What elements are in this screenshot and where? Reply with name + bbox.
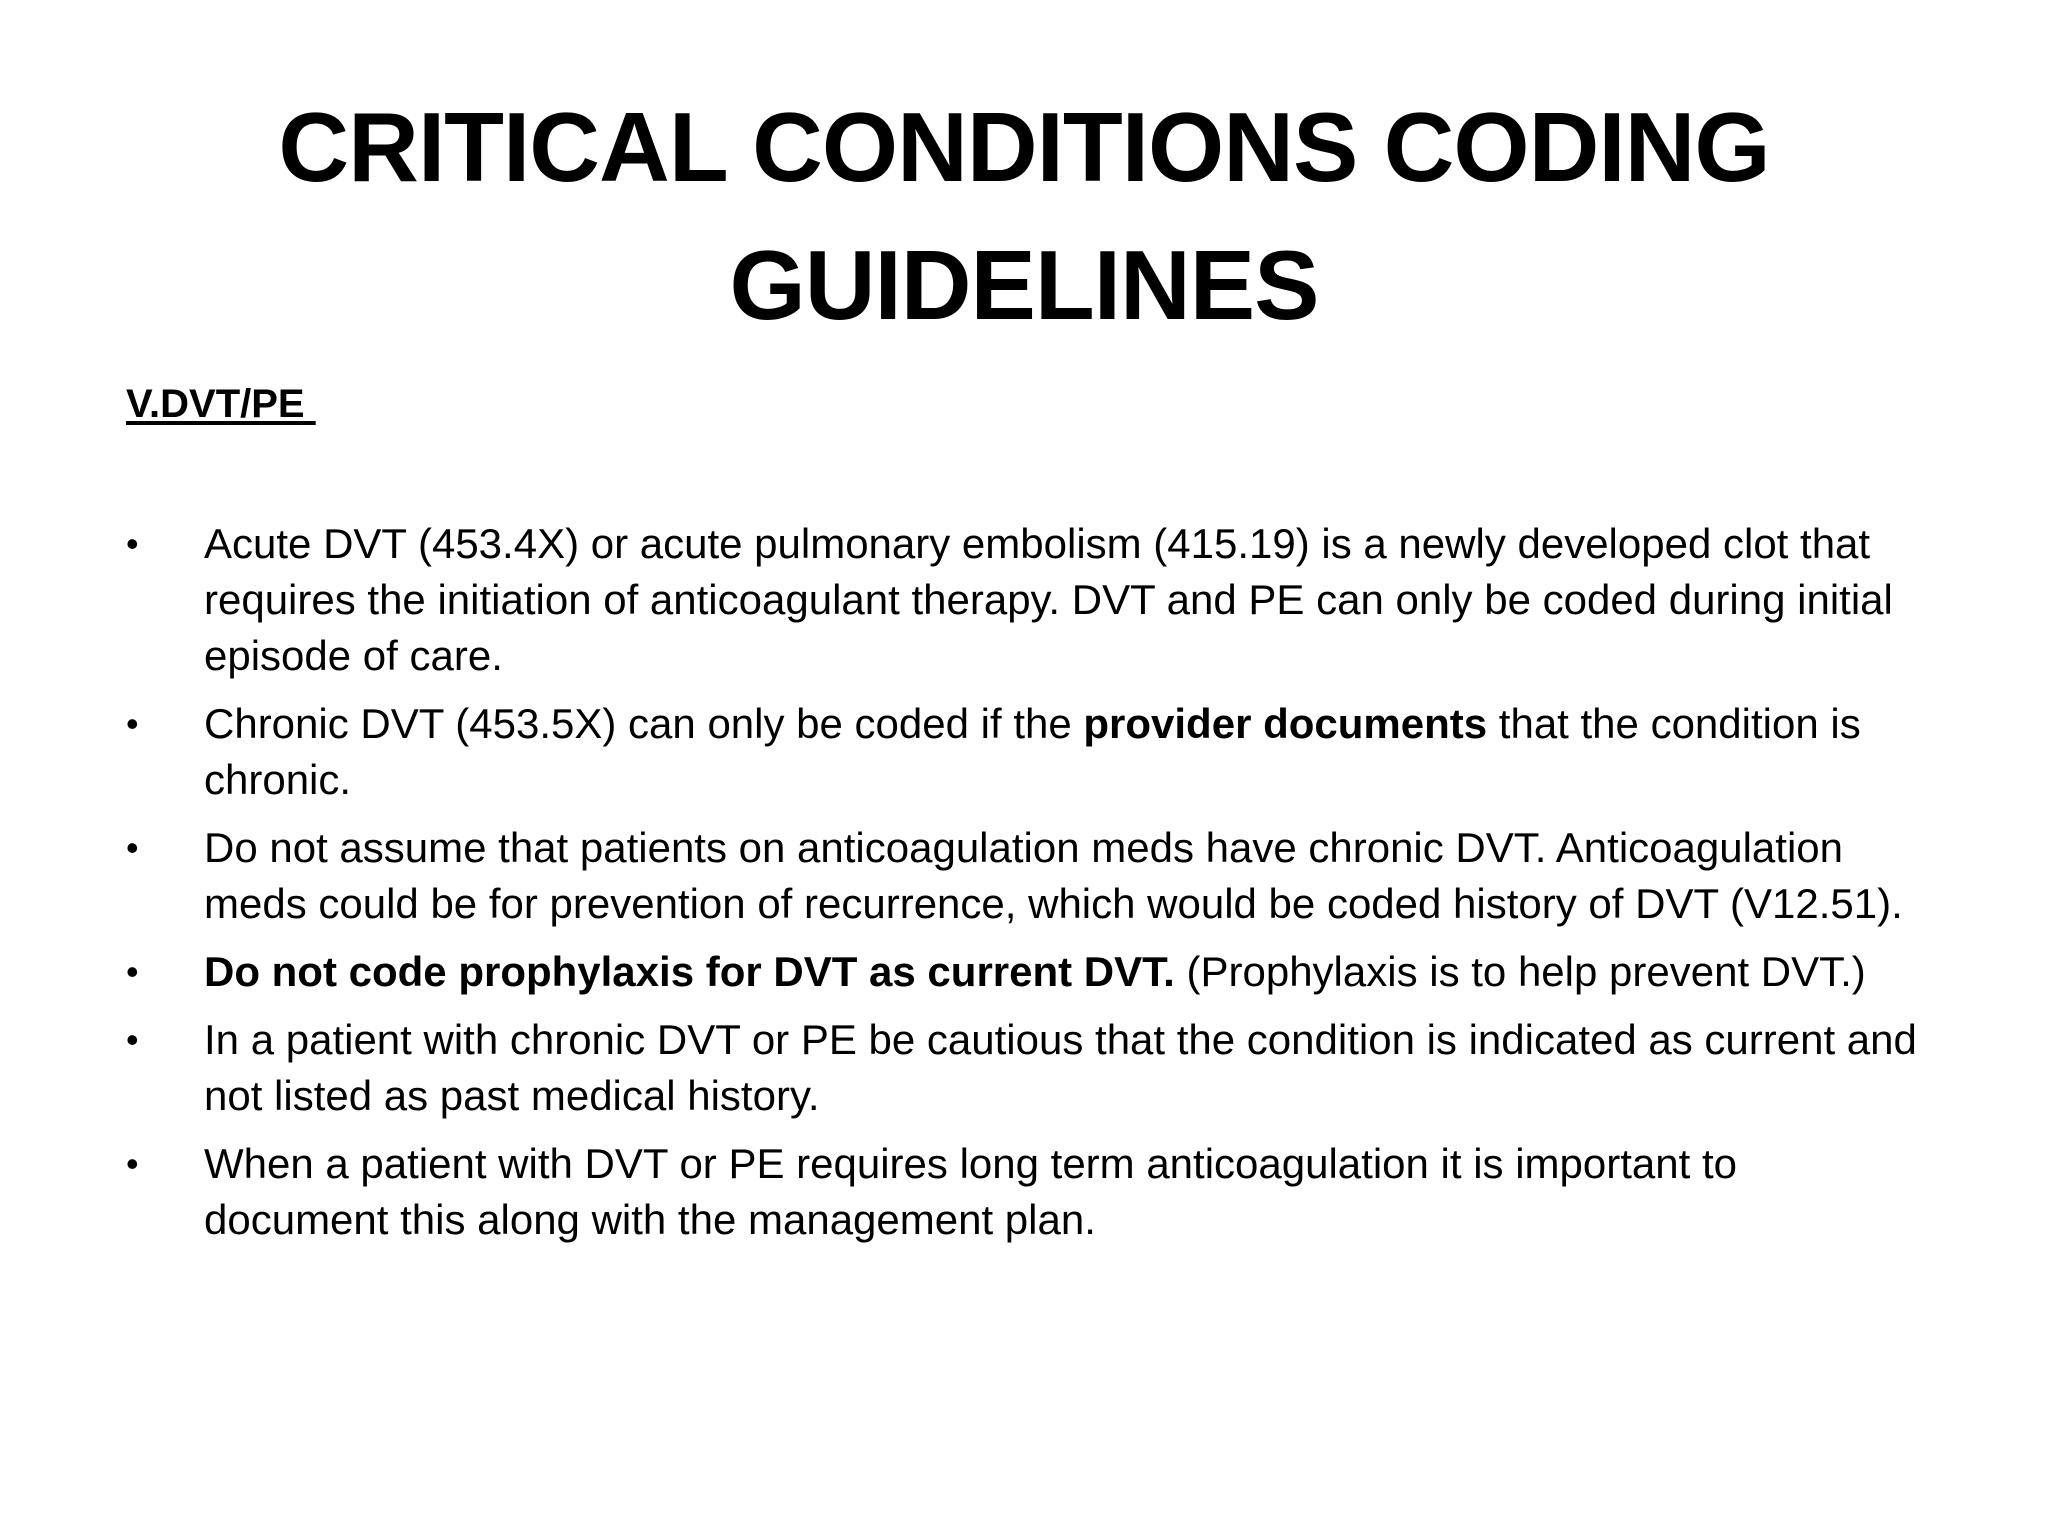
bullet-text [204, 948, 1866, 995]
bullet-text: In a patient with chronic DVT or PE be cautious that the condition is indicated as current and not listed as past medical history. [204, 1016, 1917, 1119]
bullet-text-after: (Prophylaxis is to help prevent DVT.) [1174, 948, 1866, 995]
slide-title-line-2: GUIDELINES [729, 230, 1319, 340]
bullet-dot-icon: • [126, 703, 139, 744]
bullet-dot-icon: • [126, 1019, 139, 1060]
bullet-text: Acute DVT (453.4X) or acute pulmonary embolism (415.19) is a newly developed clot that requires the initiation of anticoagulant therapy. DVT and PE can only be coded during initial episode of care. [204, 520, 1893, 679]
bullet-dot-icon: • [126, 1143, 139, 1184]
bullet-item-anticoagulation [126, 820, 1926, 932]
bullet-text-bold: provider documents [1083, 700, 1488, 747]
section-heading: V.DVT/PE [126, 382, 316, 426]
bullet-item-past-history [126, 1012, 1926, 1124]
slide-title [0, 78, 2048, 354]
bullet-item-long-term [126, 1136, 1926, 1248]
bullet-dot-icon: • [126, 827, 139, 868]
bullet-text-after: that the condition is chronic. [204, 700, 1861, 803]
bullet-list [126, 516, 1926, 1260]
bullet-text [204, 700, 1861, 803]
bullet-text-before: Chronic DVT (453.5X) can only be coded if the [204, 700, 1084, 747]
bullet-dot-icon: • [126, 523, 139, 564]
slide-title-line-1: CRITICAL CONDITIONS CODING [278, 92, 1770, 202]
bullet-dot-icon: • [126, 951, 139, 992]
bullet-item-chronic-dvt [126, 696, 1926, 808]
bullet-text-bold: Do not code prophylaxis for DVT as current DVT. [204, 948, 1175, 995]
bullet-item-acute-dvt [126, 516, 1926, 684]
bullet-text: Do not assume that patients on anticoagulation meds have chronic DVT. Anticoagulation meds could be for prevention of recurrence, which would be coded history of DVT (V12.51). [204, 824, 1903, 927]
bullet-item-prophylaxis [126, 944, 1926, 1000]
bullet-text: When a patient with DVT or PE requires long term anticoagulation it is important to document this along with the management plan. [204, 1140, 1737, 1243]
